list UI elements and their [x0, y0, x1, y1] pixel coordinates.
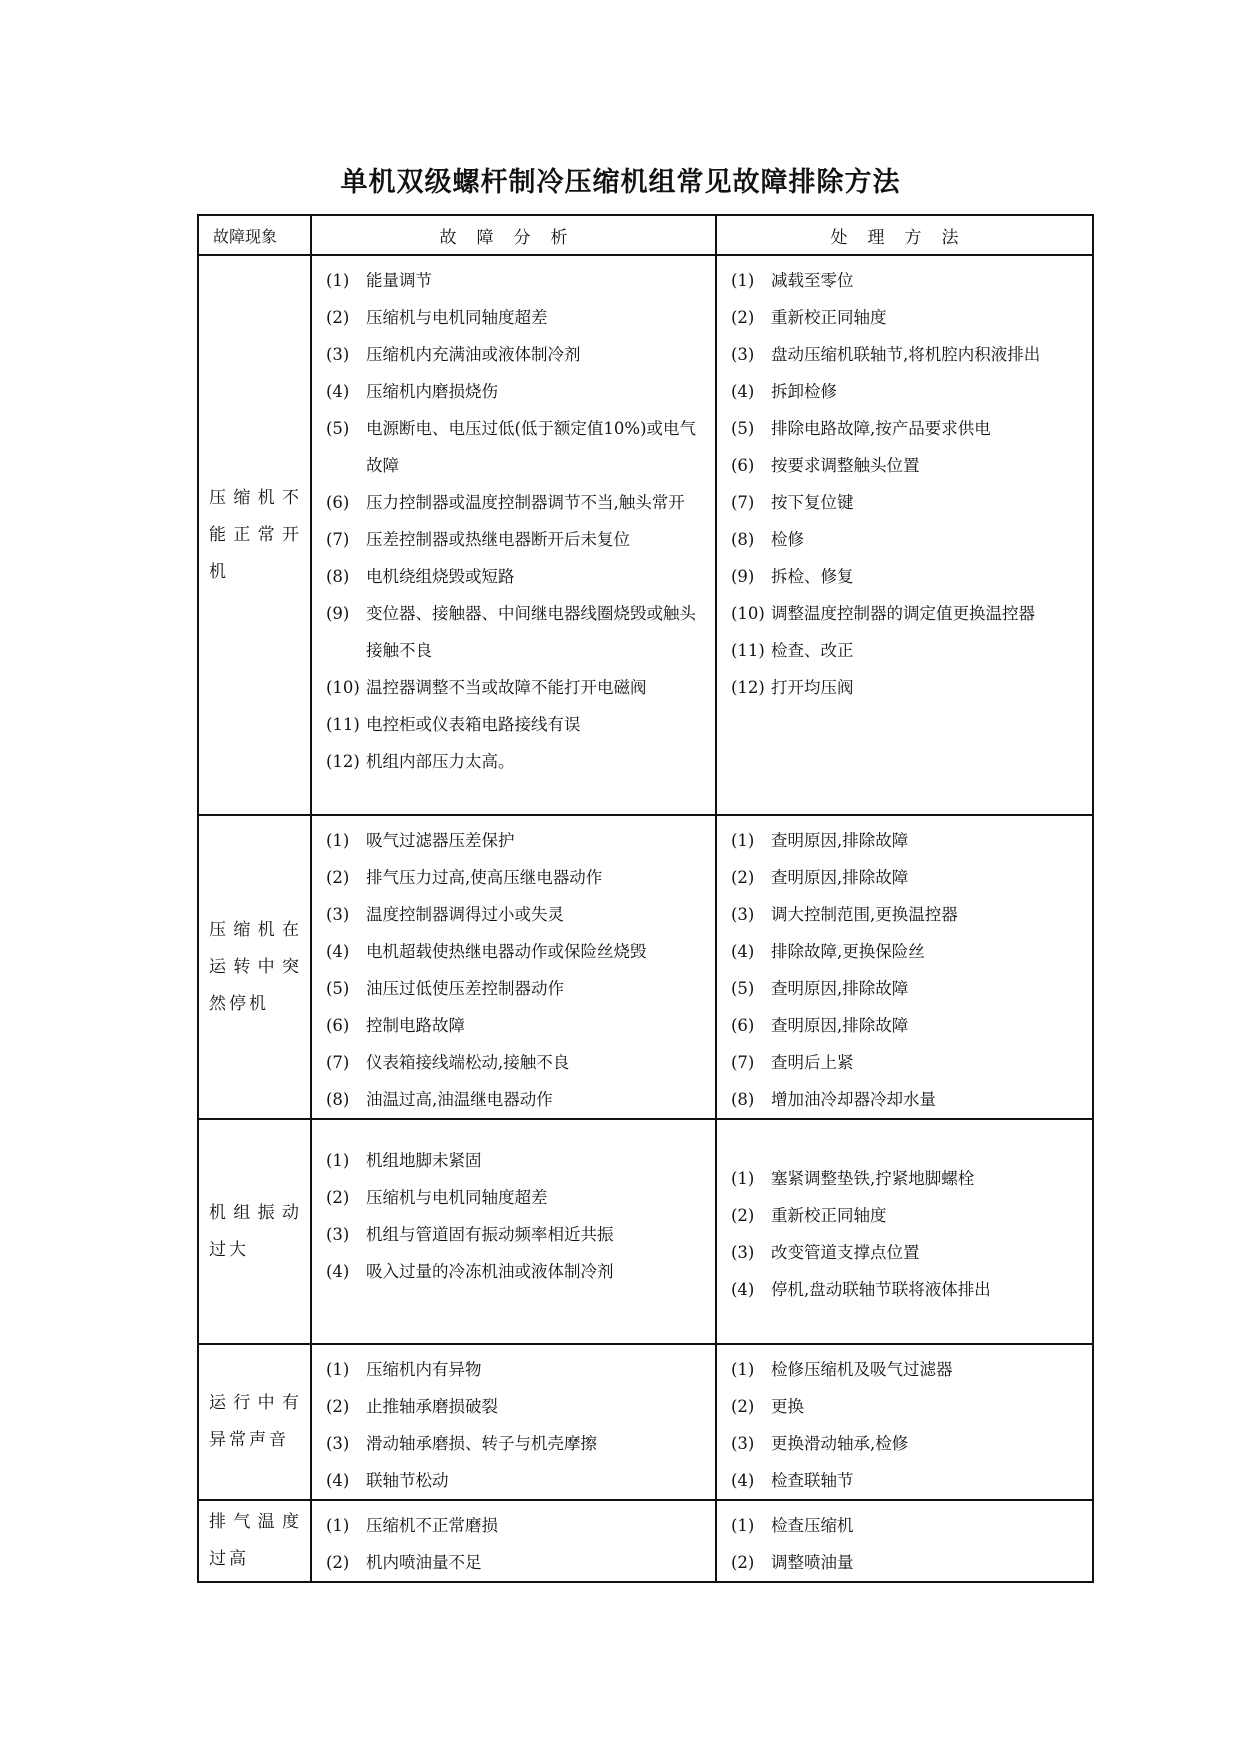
fault-analysis-cell	[311, 255, 716, 815]
item-number: (8)	[326, 567, 350, 586]
list-item	[312, 1425, 715, 1462]
fault-analysis-cell	[311, 815, 716, 1119]
item-number: (1)	[731, 1516, 755, 1535]
fault-solution-cell	[716, 1119, 1093, 1344]
list-item	[312, 1351, 715, 1388]
item-text: 压缩机与电机同轴度超差	[366, 308, 548, 327]
item-text: 检修	[771, 530, 804, 549]
item-number: (1)	[326, 831, 350, 850]
item-text: 机组内部压力太高。	[366, 752, 515, 771]
list-item	[312, 410, 715, 484]
item-number: (6)	[731, 1016, 755, 1035]
list-item	[312, 1044, 715, 1081]
item-number: (3)	[731, 905, 755, 924]
list-item	[717, 1234, 1092, 1271]
table-row	[198, 1344, 1093, 1500]
analysis-list	[312, 256, 715, 780]
list-item	[717, 822, 1092, 859]
item-number: (2)	[731, 1206, 755, 1225]
list-item	[312, 336, 715, 373]
solution-list	[717, 1345, 1092, 1499]
item-text: 排除故障,更换保险丝	[771, 942, 925, 961]
item-text: 按下复位键	[771, 493, 854, 512]
analysis-list	[312, 816, 715, 1118]
list-item	[717, 484, 1092, 521]
list-item	[717, 1197, 1092, 1234]
list-item	[717, 1425, 1092, 1462]
fault-solution-cell	[716, 1344, 1093, 1500]
item-number: (2)	[326, 868, 350, 887]
item-number: (11)	[731, 641, 765, 660]
item-number: (5)	[326, 979, 350, 998]
solution-list	[717, 816, 1092, 1118]
item-number: (1)	[326, 1151, 350, 1170]
table-row	[198, 1119, 1093, 1344]
fault-symptom-cell: 排气温度过高	[198, 1500, 311, 1582]
item-text: 检查、改正	[771, 641, 854, 660]
item-number: (2)	[731, 1397, 755, 1416]
item-text: 机组与管道固有振动频率相近共振	[366, 1225, 614, 1244]
list-item	[717, 669, 1092, 706]
item-text: 吸入过量的冷冻机油或液体制冷剂	[366, 1262, 614, 1281]
item-number: (2)	[326, 308, 350, 327]
item-number: (2)	[731, 308, 755, 327]
list-item	[717, 1044, 1092, 1081]
item-number: (11)	[326, 715, 360, 734]
item-text: 查明原因,排除故障	[771, 868, 909, 887]
item-text: 电机超载使热继电器动作或保险丝烧毁	[366, 942, 647, 961]
item-text: 压缩机与电机同轴度超差	[366, 1188, 548, 1207]
item-text: 打开均压阀	[771, 678, 854, 697]
item-text: 滑动轴承磨损、转子与机壳摩擦	[366, 1434, 597, 1453]
header-solution: 处理方法	[716, 215, 1093, 255]
fault-table	[197, 214, 1094, 1583]
list-item	[717, 933, 1092, 970]
item-text: 排气压力过高,使高压继电器动作	[366, 868, 603, 887]
fault-solution-cell	[716, 815, 1093, 1119]
header-symptom: 故障现象	[198, 215, 311, 255]
list-item	[312, 1544, 715, 1581]
item-number: (10)	[326, 678, 360, 697]
list-item	[717, 1271, 1092, 1308]
solution-list	[717, 1501, 1092, 1581]
item-text: 能量调节	[366, 271, 432, 290]
item-text: 重新校正同轴度	[771, 1206, 887, 1225]
table-row	[198, 1500, 1093, 1582]
item-number: (3)	[731, 1434, 755, 1453]
list-item	[312, 970, 715, 1007]
item-number: (3)	[326, 1434, 350, 1453]
list-item	[717, 410, 1092, 447]
item-text: 更换	[771, 1397, 804, 1416]
item-number: (8)	[731, 1090, 755, 1109]
item-number: (5)	[326, 419, 350, 438]
item-text: 压力控制器或温度控制器调节不当,触头常开	[366, 493, 685, 512]
list-item	[717, 262, 1092, 299]
list-item	[717, 970, 1092, 1007]
fault-solution-cell	[716, 1500, 1093, 1582]
item-number: (4)	[326, 1262, 350, 1281]
item-number: (1)	[731, 1360, 755, 1379]
item-text: 调整温度控制器的调定值更换温控器	[771, 604, 1035, 623]
item-text: 调大控制范围,更换温控器	[771, 905, 958, 924]
item-text: 调整喷油量	[771, 1553, 854, 1572]
item-number: (8)	[731, 530, 755, 549]
list-item	[312, 1388, 715, 1425]
list-item	[717, 299, 1092, 336]
list-item	[312, 1507, 715, 1544]
list-item	[312, 859, 715, 896]
list-item	[312, 595, 715, 669]
item-number: (3)	[326, 345, 350, 364]
item-text: 联轴节松动	[366, 1471, 449, 1490]
list-item	[717, 1388, 1092, 1425]
item-number: (1)	[731, 271, 755, 290]
item-number: (6)	[326, 493, 350, 512]
item-text: 检查压缩机	[771, 1516, 854, 1535]
list-item	[312, 1007, 715, 1044]
item-number: (9)	[326, 604, 350, 623]
item-text: 增加油冷却器冷却水量	[771, 1090, 936, 1109]
list-item	[717, 373, 1092, 410]
item-number: (1)	[731, 1169, 755, 1188]
item-number: (7)	[731, 1053, 755, 1072]
item-number: (4)	[731, 1280, 755, 1299]
header-analysis: 故障分析	[311, 215, 716, 255]
list-item	[312, 669, 715, 706]
list-item	[312, 558, 715, 595]
item-text: 电控柜或仪表箱电路接线有误	[366, 715, 581, 734]
item-number: (3)	[326, 1225, 350, 1244]
fault-symptom-cell: 压缩机在运转中突然停机	[198, 815, 311, 1119]
item-text: 油温过高,油温继电器动作	[366, 1090, 553, 1109]
item-number: (4)	[731, 382, 755, 401]
item-number: (1)	[326, 271, 350, 290]
item-number: (1)	[326, 1360, 350, 1379]
item-number: (2)	[731, 868, 755, 887]
item-number: (1)	[326, 1516, 350, 1535]
item-number: (5)	[731, 419, 755, 438]
list-item	[312, 1462, 715, 1499]
item-text: 查明后上紧	[771, 1053, 854, 1072]
solution-list	[717, 256, 1092, 706]
fault-solution-cell	[716, 255, 1093, 815]
item-text: 仪表箱接线端松动,接触不良	[366, 1053, 570, 1072]
item-text: 塞紧调整垫铁,拧紧地脚螺栓	[771, 1169, 975, 1188]
item-number: (8)	[326, 1090, 350, 1109]
list-item	[312, 1081, 715, 1118]
item-text: 压缩机内充满油或液体制冷剂	[366, 345, 581, 364]
item-text: 查明原因,排除故障	[771, 1016, 909, 1035]
list-item	[312, 1216, 715, 1253]
item-number: (7)	[731, 493, 755, 512]
item-text: 吸气过滤器压差保护	[366, 831, 515, 850]
item-number: (9)	[731, 567, 755, 586]
item-text: 压缩机内有异物	[366, 1360, 482, 1379]
list-item	[312, 262, 715, 299]
fault-symptom-cell: 运行中有异常声音	[198, 1344, 311, 1500]
item-number: (4)	[326, 382, 350, 401]
table-row	[198, 255, 1093, 815]
item-text: 查明原因,排除故障	[771, 831, 909, 850]
item-text: 拆卸检修	[771, 382, 837, 401]
list-item	[717, 1081, 1092, 1118]
header-row	[198, 215, 1093, 255]
analysis-list	[312, 1120, 715, 1290]
list-item	[312, 933, 715, 970]
list-item	[312, 299, 715, 336]
list-item	[312, 743, 715, 780]
list-item	[312, 373, 715, 410]
item-text: 机组地脚未紧固	[366, 1151, 482, 1170]
item-text: 温度控制器调得过小或失灵	[366, 905, 564, 924]
list-item	[312, 822, 715, 859]
fault-analysis-cell	[311, 1119, 716, 1344]
list-item	[717, 595, 1092, 632]
item-text: 更换滑动轴承,检修	[771, 1434, 909, 1453]
item-text: 减载至零位	[771, 271, 854, 290]
list-item	[312, 896, 715, 933]
item-number: (2)	[326, 1397, 350, 1416]
list-item	[717, 1507, 1092, 1544]
list-item	[717, 558, 1092, 595]
item-text: 机内喷油量不足	[366, 1553, 482, 1572]
list-item	[717, 336, 1092, 373]
item-number: (10)	[731, 604, 765, 623]
solution-list	[717, 1120, 1092, 1308]
item-text: 变位器、接触器、中间继电器线圈烧毁或触头接触不良	[366, 604, 696, 660]
item-text: 查明原因,排除故障	[771, 979, 909, 998]
item-number: (7)	[326, 530, 350, 549]
list-item	[312, 1179, 715, 1216]
list-item	[717, 859, 1092, 896]
list-item	[312, 484, 715, 521]
item-number: (4)	[731, 1471, 755, 1490]
item-text: 压差控制器或热继电器断开后未复位	[366, 530, 630, 549]
item-number: (3)	[731, 345, 755, 364]
item-number: (6)	[326, 1016, 350, 1035]
item-number: (12)	[326, 752, 360, 771]
item-text: 电机绕组烧毁或短路	[366, 567, 515, 586]
item-text: 控制电路故障	[366, 1016, 465, 1035]
list-item	[717, 1544, 1092, 1581]
list-item	[312, 521, 715, 558]
item-number: (4)	[326, 1471, 350, 1490]
item-number: (4)	[731, 942, 755, 961]
list-item	[312, 1142, 715, 1179]
item-number: (4)	[326, 942, 350, 961]
item-text: 止推轴承磨损破裂	[366, 1397, 498, 1416]
table-row	[198, 815, 1093, 1119]
item-number: (5)	[731, 979, 755, 998]
item-number: (2)	[326, 1553, 350, 1572]
item-number: (2)	[326, 1188, 350, 1207]
list-item	[717, 632, 1092, 669]
item-number: (3)	[326, 905, 350, 924]
fault-analysis-cell	[311, 1500, 716, 1582]
list-item	[717, 896, 1092, 933]
list-item	[717, 1462, 1092, 1499]
item-number: (6)	[731, 456, 755, 475]
item-text: 检修压缩机及吸气过滤器	[771, 1360, 953, 1379]
analysis-list	[312, 1501, 715, 1581]
table-body	[198, 255, 1093, 1582]
item-text: 按要求调整触头位置	[771, 456, 920, 475]
item-text: 温控器调整不当或故障不能打开电磁阀	[366, 678, 647, 697]
item-text: 盘动压缩机联轴节,将机腔内积液排出	[771, 345, 1041, 364]
fault-symptom-cell: 机组振动过大	[198, 1119, 311, 1344]
item-text: 改变管道支撑点位置	[771, 1243, 920, 1262]
item-number: (3)	[731, 1243, 755, 1262]
item-text: 停机,盘动联轴节联将液体排出	[771, 1280, 991, 1299]
item-text: 拆检、修复	[771, 567, 854, 586]
analysis-list	[312, 1345, 715, 1499]
item-text: 油压过低使压差控制器动作	[366, 979, 564, 998]
list-item	[312, 706, 715, 743]
list-item	[717, 447, 1092, 484]
fault-symptom-cell: 压缩机不能正常开机	[198, 255, 311, 815]
item-text: 检查联轴节	[771, 1471, 854, 1490]
item-text: 压缩机不正常磨损	[366, 1516, 498, 1535]
item-number: (2)	[731, 1553, 755, 1572]
page-title: 单机双级螺杆制冷压缩机组常见故障排除方法	[340, 167, 901, 198]
item-number: (12)	[731, 678, 765, 697]
fault-analysis-cell	[311, 1344, 716, 1500]
item-number: (1)	[731, 831, 755, 850]
item-text: 电源断电、电压过低(低于额定值10%)或电气故障	[366, 419, 697, 475]
item-number: (7)	[326, 1053, 350, 1072]
item-text: 排除电路故障,按产品要求供电	[771, 419, 991, 438]
list-item	[717, 1351, 1092, 1388]
item-text: 重新校正同轴度	[771, 308, 887, 327]
list-item	[717, 521, 1092, 558]
list-item	[717, 1160, 1092, 1197]
list-item	[717, 1007, 1092, 1044]
item-text: 压缩机内磨损烧伤	[366, 382, 498, 401]
list-item	[312, 1253, 715, 1290]
